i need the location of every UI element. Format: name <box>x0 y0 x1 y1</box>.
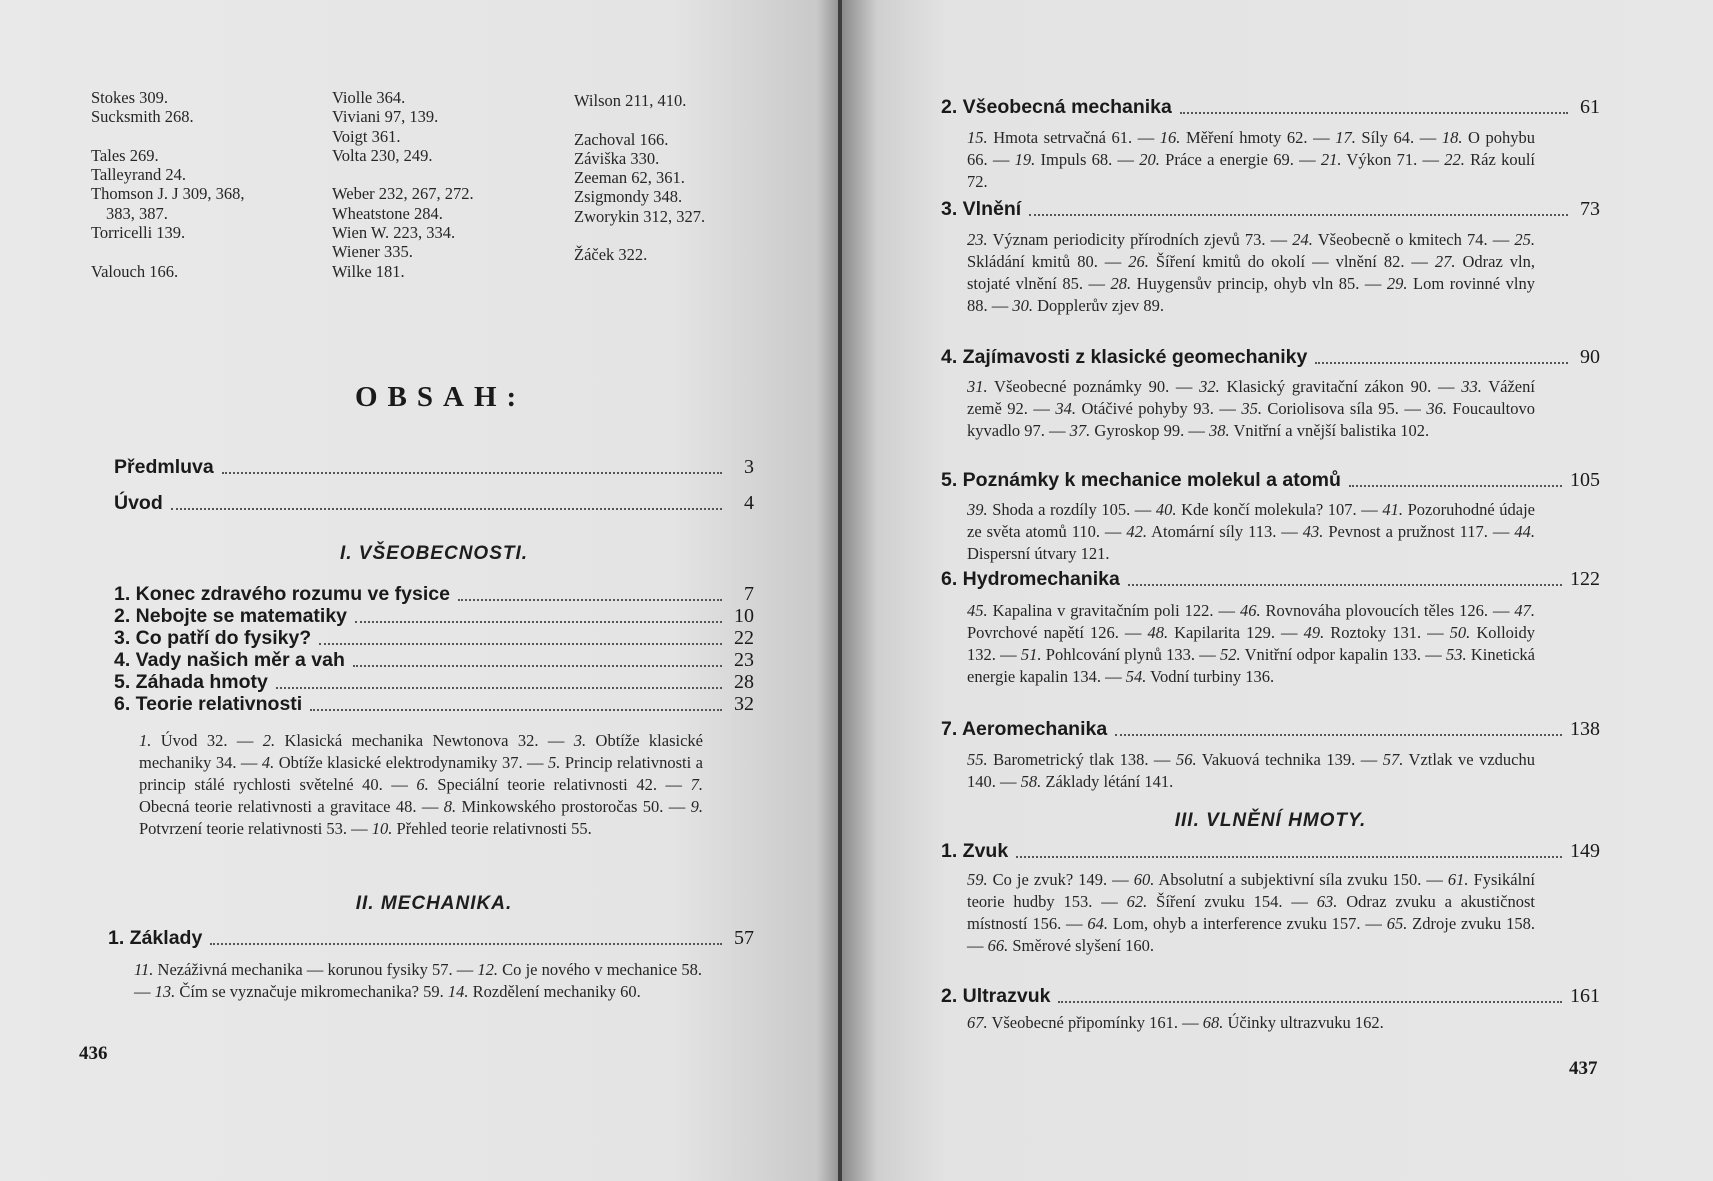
toc-entry-page: 23 <box>734 649 754 671</box>
index-entry: Weber 232, 267, 272. <box>332 184 474 204</box>
index-entry: Sucksmith 268. <box>91 107 194 127</box>
index-entry: Záviška 330. <box>574 148 660 168</box>
toc-entry <box>941 718 1600 741</box>
toc-entry-title: 4. Zajímavosti z klasické geomechaniky <box>941 346 1308 368</box>
toc-entry-title: Úvod <box>114 492 163 514</box>
toc-entry-predmluva <box>114 456 754 479</box>
section-heading-1: I. VŠEOBECNOSTI. <box>339 543 529 564</box>
page-number: 436 <box>79 1043 108 1064</box>
toc-entry <box>114 583 754 606</box>
index-entry: Zworykin 312, 327. <box>574 206 706 226</box>
toc-entry <box>941 985 1600 1008</box>
dot-leader <box>1016 856 1562 858</box>
dot-leader <box>1058 1001 1562 1003</box>
page-number: 437 <box>1569 1058 1598 1079</box>
dot-leader <box>1128 584 1562 586</box>
toc-entry <box>941 198 1600 221</box>
toc-entry-title: 5. Poznámky k mechanice molekul a atomů <box>941 469 1341 491</box>
toc-entry <box>108 927 754 950</box>
dot-leader <box>1180 112 1568 114</box>
index-entry: Zeeman 62, 361. <box>574 168 685 188</box>
index-entry: Wilke 181. <box>332 261 405 281</box>
index-entry: Wilson 211, 410. <box>574 91 687 110</box>
index-entry: Voigt 361. <box>332 126 401 146</box>
toc-entry-page: 32 <box>734 693 754 715</box>
toc-entry <box>941 840 1600 863</box>
dot-leader <box>222 472 722 474</box>
index-column-3 <box>574 91 705 265</box>
index-entry: Volta 230, 249. <box>332 145 433 165</box>
toc-subentries: 23. Význam periodicity přírodních zjevů 73. — 24. Všeobecně o kmitech 74. — 25. Skládání kmitů 80. — 26. Šíření kmitů do okolí — vlnění 82. — 27. Odraz vln, stojaté vlnění 85. — 28. Huygensův princip, ohyb vln 85. — 29. Lom rovinné vlny 88. — 30. Dopplerův zjev 89. <box>967 230 1536 315</box>
dot-leader <box>1029 214 1568 216</box>
index-entry: 383, 387. <box>106 203 168 223</box>
dot-leader <box>319 643 722 645</box>
toc-entry-title: 7. Aeromechanika <box>941 718 1108 740</box>
toc-entry-page: 10 <box>734 605 754 627</box>
toc-entry <box>114 671 754 694</box>
toc-entry-title: 5. Záhada hmoty <box>114 671 268 693</box>
toc-subentries: 67. Všeobecné připomínky 161. — 68. Účinky ultrazvuku 162. <box>967 1013 1384 1032</box>
toc-entry-page: 122 <box>1570 568 1600 590</box>
toc-entry-page: 61 <box>1580 96 1600 118</box>
index-entry: Talleyrand 24. <box>91 165 187 185</box>
index-entry: Valouch 166. <box>91 261 179 281</box>
toc-entry-title: 2. Všeobecná mechanika <box>941 96 1172 118</box>
toc-subentries: 45. Kapalina v gravitačním poli 122. — 46. Rovnováha plovoucích těles 126. — 47. Povrchové napětí 126. — 48. Kapilarita 129. — 49. Roztoky 131. — 50. Kolloidy 132. — 51. Pohlcování plynů 133. — 52. Vnitřní odpor kapalin 133. — 53. Kinetická energie kapalin 134. — 54. Vodní turbiny 136. <box>967 601 1536 686</box>
index-column-2 <box>332 88 474 281</box>
dot-leader <box>1315 362 1568 364</box>
toc-entry <box>941 346 1600 369</box>
index-entry: Viviani 97, 139. <box>332 107 439 127</box>
toc-subentries: 59. Co je zvuk? 149. — 60. Absolutní a subjektivní síla zvuku 150. — 61. Fysikální teorie hudby 153. — 62. Šíření zvuku 154. — 63. Odraz zvuku a akustičnost místností 156. — 64. Lom, ohyb a interference zvuku 157. — 65. Zdroje zvuku 158. — 66. Směrové slyšení 160. <box>967 870 1535 955</box>
index-entry: Zachoval 166. <box>574 129 669 149</box>
contents-heading: OBSAH: <box>355 381 527 413</box>
dot-leader <box>171 508 722 510</box>
toc-entry <box>114 627 754 650</box>
dot-leader <box>310 709 722 711</box>
index-entry: Wien W. 223, 334. <box>332 223 456 243</box>
toc-entry-page: 28 <box>734 671 754 693</box>
dot-leader <box>276 687 722 689</box>
toc-entry-page: 161 <box>1570 985 1600 1007</box>
dot-leader <box>210 943 722 945</box>
index-entry: Stokes 309. <box>91 88 169 107</box>
index-entry: Violle 364. <box>332 88 406 107</box>
toc-entry <box>941 568 1600 591</box>
dot-leader <box>355 621 722 623</box>
toc-entry-title: 3. Co patří do fysiky? <box>114 627 312 649</box>
subentries-relativity: 1. Úvod 32. — 2. Klasická mechanika Newtonova 32. — 3. Obtíže klasické mechaniky 34. — 4. Obtíže klasické elektrodynamiky 37. — 5. Princip relativnosti a princip stálé rychlosti světelné 40. — 6. Speciální teorie relativnosti 42. — 7. Obecná teorie relativnosti a gravitace 48. — 8. Minkowského prostoročas 50. — 9. Potvrzení teorie relativnosti 53. — 10. Přehled teorie relativnosti 55. <box>139 731 703 838</box>
section-heading-3: III. VLNĚNÍ HMOTY. <box>1174 810 1367 831</box>
toc-entry-title: 2. Nebojte se matematiky <box>114 605 348 627</box>
toc-entry-uvod <box>114 492 754 515</box>
dot-leader <box>458 599 722 601</box>
toc-subentries: 15. Hmota setrvačná 61. — 16. Měření hmoty 62. — 17. Síly 64. — 18. O pohybu 66. — 19. Impuls 68. — 20. Práce a energie 69. — 21. Výkon 71. — 22. Ráz koulí 72. <box>967 128 1536 191</box>
toc-entry-page: 57 <box>734 927 754 949</box>
toc-entry-page: 4 <box>744 492 754 514</box>
subentries-zaklady: 11. Nezáživná mechanika — korunou fysiky 57. — 12. Co je nového v mechanice 58. — 13. Čím se vyznačuje mikromechanika? 59. 14. Rozdělení mechaniky 60. <box>134 960 702 1001</box>
right-page <box>842 0 1713 1181</box>
toc-entry-title: 4. Vady našich měr a vah <box>114 649 345 671</box>
toc-entry-title: 6. Teorie relativnosti <box>114 693 303 715</box>
toc-entry <box>941 96 1600 119</box>
toc-entry-title: 1. Konec zdravého rozumu ve fysice <box>114 583 450 605</box>
index-entry: Zsigmondy 348. <box>574 187 683 207</box>
toc-entry <box>114 605 754 628</box>
section-heading-2: II. MECHANIKA. <box>355 893 513 914</box>
toc-entry-title: 3. Vlnění <box>941 198 1022 220</box>
toc-subentries: 55. Barometrický tlak 138. — 56. Vakuová technika 139. — 57. Vztlak ve vzduchu 140. — 58. Základy létání 141. <box>967 750 1535 791</box>
toc-entry <box>114 693 754 716</box>
dot-leader <box>1115 734 1562 736</box>
index-entry: Thomson J. J 309, 368, <box>91 184 245 204</box>
toc-entry-title: 1. Základy <box>108 927 203 949</box>
toc-entry-page: 22 <box>734 627 754 649</box>
toc-entry-page: 90 <box>1580 346 1600 368</box>
index-entry: Tales 269. <box>91 145 159 165</box>
toc-entry-page: 7 <box>744 583 754 605</box>
index-entry: Wiener 335. <box>332 242 413 262</box>
dot-leader <box>353 665 722 667</box>
index-entry: Wheatstone 284. <box>332 203 443 223</box>
left-page <box>0 0 842 1181</box>
index-entry: Žáček 322. <box>574 245 648 265</box>
toc-entry-page: 138 <box>1570 718 1600 740</box>
toc-entry-title: Předmluva <box>114 456 214 478</box>
toc-entry-title: 2. Ultrazvuk <box>941 985 1051 1007</box>
index-entry: Torricelli 139. <box>91 223 186 243</box>
toc-subentries: 31. Všeobecné poznámky 90. — 32. Klasický gravitační zákon 90. — 33. Vážení země 92. — 34. Otáčivé pohyby 93. — 35. Coriolisova síla 95. — 36. Foucaultovo kyvadlo 97. — 37. Gyroskop 99. — 38. Vnitřní a vnější balistika 102. <box>967 377 1535 440</box>
index-column-1 <box>91 88 245 281</box>
toc-subentries: 39. Shoda a rozdíly 105. — 40. Kde končí molekula? 107. — 41. Pozoruhodné údaje ze světa atomů 110. — 42. Atomární síly 113. — 43. Pevnost a pružnost 117. — 44. Dispersní útvary 121. <box>967 500 1535 563</box>
toc-entry <box>941 469 1600 492</box>
toc-entry-page: 149 <box>1570 840 1600 862</box>
toc-entry <box>114 649 754 672</box>
toc-entry-page: 3 <box>744 456 754 478</box>
toc-entry-page: 73 <box>1580 198 1600 220</box>
toc-entry-page: 105 <box>1570 469 1600 491</box>
dot-leader <box>1349 485 1562 487</box>
toc-entry-title: 6. Hydromechanika <box>941 568 1120 590</box>
toc-entry-title: 1. Zvuk <box>941 840 1009 862</box>
